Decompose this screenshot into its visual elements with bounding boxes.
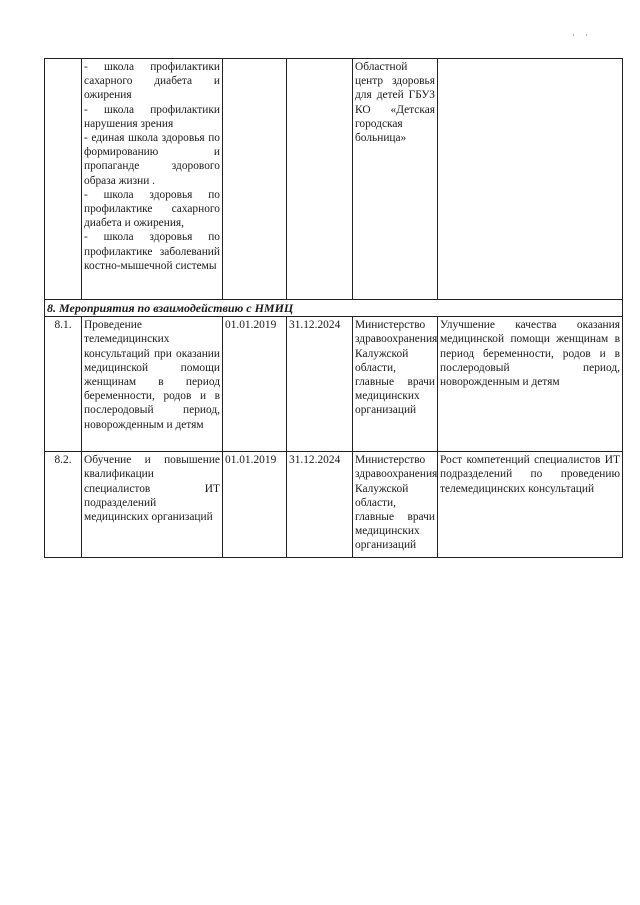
cell-event: Обучение и повышение квалификации специалистов ИТ подразделений медицинских организаций bbox=[82, 452, 223, 558]
cell-event: Проведение телемедицинских консультаций при оказании медицинской помощи женщинам в период беременности, родов и в послеродовый период, новорожденным и детям bbox=[82, 317, 223, 452]
plan-table bbox=[44, 58, 623, 558]
cell-end: 31.12.2024 bbox=[287, 452, 353, 558]
cell-result: Рост компетенций специалистов ИТ подразделений по проведению телемедицинских консультаций bbox=[438, 452, 623, 558]
cell-start: 01.01.2019 bbox=[223, 317, 287, 452]
section-row bbox=[45, 300, 623, 317]
event-item: - школа здоровья по профилактике заболеваний костно-мышечной системы bbox=[84, 231, 220, 272]
event-item: - школа профилактики нарушения зрения bbox=[84, 103, 220, 130]
table-row bbox=[45, 317, 623, 452]
event-item: - школа профилактики сахарного диабета и ожирения bbox=[84, 61, 220, 102]
event-item: - единая школа здоровья по формированию и пропаганде здорового образа жизни . bbox=[84, 132, 220, 187]
event-item: - школа здоровья по профилактике сахарного диабета и ожирения, bbox=[84, 188, 220, 230]
cell-result bbox=[438, 59, 623, 300]
cell-event-list bbox=[82, 59, 223, 300]
corner-mark: · · bbox=[572, 30, 593, 40]
cell-num bbox=[45, 59, 82, 300]
cell-end: 31.12.2024 bbox=[287, 317, 353, 452]
cell-result: Улучшение качества оказания медицинской помощи женщинам в период беременности, родов и в послеродовый период, новорожденным и детям bbox=[438, 317, 623, 452]
section-title: 8. Мероприятия по взаимодействию с НМИЦ bbox=[45, 300, 623, 317]
cell-num: 8.1. bbox=[45, 317, 82, 452]
cell-responsible: Областной центр здоровья для детей ГБУЗ КО «Детская городская больница» bbox=[353, 59, 438, 300]
cell-num: 8.2. bbox=[45, 452, 82, 558]
cell-start: 01.01.2019 bbox=[223, 452, 287, 558]
cell-start bbox=[223, 59, 287, 300]
cell-responsible: Министерство здравоохранения Калужской области, главные врачи медицинских организаций bbox=[353, 317, 438, 452]
table-row bbox=[45, 452, 623, 558]
cell-responsible: Министерство здравоохранения Калужской области, главные врачи медицинских организаций bbox=[353, 452, 438, 558]
table-row-continuation bbox=[45, 59, 623, 300]
cell-end bbox=[287, 59, 353, 300]
